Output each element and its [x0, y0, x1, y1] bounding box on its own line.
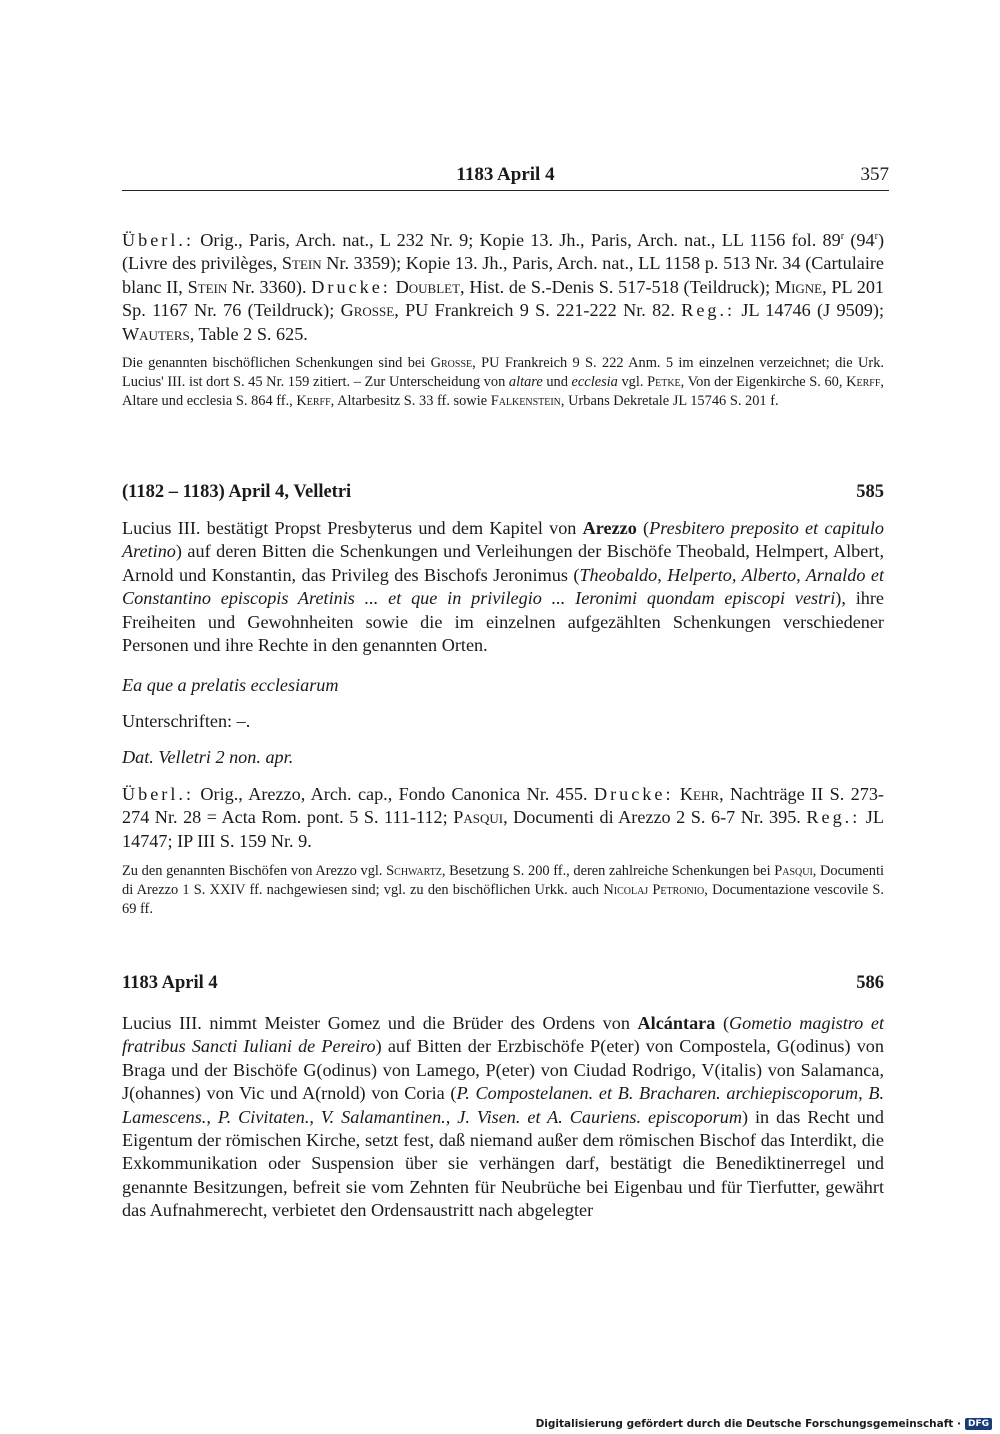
prev-entry-note — [122, 354, 884, 412]
entry-585-note-text: Zu den genannten Bischöfen von Arezzo vgl. Schwartz, Besetzung S. 200 ff., deren zahlreiche Schenkungen bei Pasqui, Documenti di Arezzo 1 S. XXIV ff. nachgewiesen sind; vgl. zu den bischöflichen Urkk. auch Nicolaj Petronio, Documentazione vescovile S. 69 ff. — [122, 863, 884, 918]
running-head — [122, 162, 889, 191]
entry-585-signatures-block — [122, 710, 884, 733]
entry-586-number: 586 — [856, 973, 884, 993]
entry-585-date: (1182 – 1183) April 4, Velletri — [122, 482, 352, 502]
entry-586-heading — [122, 973, 884, 997]
entry-585-note — [122, 862, 884, 920]
entry-585-regest — [122, 517, 884, 657]
prev-entry-ueberl: Überl.: Orig., Paris, Arch. nat., L 232 Nr. 9; Kopie 13. Jh., Paris, Arch. nat., LL 1156 fol. 89$^r$ (94$^r$) (Livre des privilèges, Stein Nr. 3359); Kopie 13. Jh., Paris, Arch. nat., LL 1158 p. 513 Nr. 34 (Cartulaire blanc II, Stein Nr. 3360). Drucke: Doublet, Hist. de S.-Denis S. 517-518 (Teildruck); Migne, PL 201 Sp. 1167 Nr. 76 (Teildruck); Grosse, PU Frankreich 9 S. 221-222 Nr. 82. Reg.: JL 14746 (J 9509); Wauters, Table 2 S. 625. — [122, 230, 885, 344]
entry-585-dat: Dat. Velletri 2 non. apr. — [122, 747, 294, 767]
entry-585-heading — [122, 482, 884, 506]
prev-entry-note-text: Die genannten bischöflichen Schenkungen sind bei Grosse, PU Frankreich 9 S. 222 Anm. 5 im einzelnen verzeichnet; die Urk. Lucius' III. ist dort S. 45 Nr. 159 zitiert. – Zur Unterscheidung von altare und ecclesia vgl. Petke, Von der Eigenkirche S. 60, Kerff, Altare und ecclesia S. 864 ff., Kerff, Altarbesitz S. 33 ff. sowie Falkenstein, Urbans Dekretale JL 15746 S. 201 f. — [122, 355, 884, 410]
dfg-logo: DFG — [965, 1418, 992, 1430]
entry-585-signatures: Unterschriften: –. — [122, 711, 251, 731]
entry-585-incipit: Ea que a prelatis ecclesiarum — [122, 675, 339, 695]
running-head-title: 1183 April 4 — [456, 164, 555, 185]
entry-585-ueberl: Überl.: Orig., Arezzo, Arch. cap., Fondo Canonica Nr. 455. Drucke: Kehr, Nachträge II S. 273-274 Nr. 28 = Acta Rom. pont. 5 S. 111-112; Pasqui, Documenti di Arezzo 2 S. 6-7 Nr. 395. Reg.: JL 14747; IP III S. 159 Nr. 9. — [122, 784, 884, 851]
entry-585-summary: Lucius III. bestätigt Propst Presbyterus und dem Kapitel von Arezzo (Presbitero preposito et capitulo Aretino) auf deren Bitten die Schenkungen und Verleihungen der Bischöfe Theobald, Helmpert, Albert, Arnold und Konstantin, das Privileg des Bischofs Jeronimus (Theobaldo, Helperto, Alberto, Arnaldo et Constantino episcopis Aretinis ... et que in privilegio ... Ieronimi quondam episcopi vestri), ihre Freiheiten und Gewohnheiten sowie die im einzelnen aufgezählten Schenkungen verschiedener Personen und ihre Rechte in den genannten Orten. — [122, 518, 884, 656]
footer-credit — [536, 1418, 992, 1430]
entry-585-number: 585 — [856, 482, 884, 502]
entry-586-regest — [122, 1012, 884, 1223]
entry-585-incipit-block — [122, 674, 884, 697]
entry-586-date: 1183 April 4 — [122, 973, 218, 993]
entry-586-summary: Lucius III. nimmt Meister Gomez und die Brüder des Ordens von Alcántara (Gometio magistro et fratribus Sancti Iuliani de Pereiro) auf Bitten der Erzbischöfe P(eter) von Compostela, G(odinus) von Braga und der Bischöfe G(odinus) von Lamego, P(eter) von Ciudad Rodrigo, V(italis) von Salamanca, J(ohannes) von Vic und A(rnold) von Coria (P. Compostelanen. et B. Bracharen. archiepiscoporum, B. Lamescens., P. Civitaten., V. Salamantinen., J. Visen. et A. Cauriens. episcoporum) in das Recht und Eigentum der römischen Kirche, setzt fest, daß niemand außer dem römischen Bischof das Interdikt, die Exkommunikation oder Suspension über sie verhängen darf, bestätigt die Benediktinerregel und genannte Besitzungen, befreit sie vom Zehnten für Neubrüche bei Eigenbau und für Tierfutter, gewährt das Aufnahmerecht, verbietet den Ordensaustritt nach abgelegter — [122, 1013, 884, 1221]
page-number: 357 — [860, 164, 889, 185]
prev-entry-sources — [122, 225, 884, 346]
entry-585-sources — [122, 783, 884, 853]
entry-585-dat-block — [122, 746, 884, 769]
footer-text: Digitalisierung gefördert durch die Deutsche Forschungsgemeinschaft · — [535, 1418, 961, 1430]
